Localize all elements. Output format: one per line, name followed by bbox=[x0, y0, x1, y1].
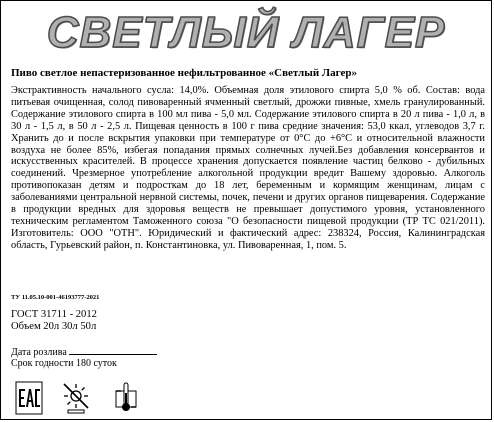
tu-code: ТУ 11.05.10-001-46193777-2021 bbox=[11, 294, 100, 301]
gost-standard: ГОСТ 31711 - 2012 bbox=[11, 309, 97, 320]
composition-text: Экстрактивность начального сусла: 14,0%. Объемная доля этилового спирта 5,0 % об. Состав: вода питьевая очищенная, солод пивоваренный ячменный светлый, дрожжи пивные, хмель гранулированный. Содержание этилового спирта в 100 мл пива - 5,0 мл. Содержание этилового спирта в 20 л пива - 1,0 л, в 30 л - 1,5 л, в 50 л - 2,5 л. Пищевая ценность в 100 г пива средние значения: 53,0 ккал, углеводов 3,7 г. Хранить до и после вскрытия упаковки при температуре от 0°С до +6°С и относительной влажности воздуха не более 85%, избегая попадания прямых солнечных лучей.Без добавления консервантов и искусственных красителей. В процессе хранения допускается появление частиц белково - дубильных соединений. Чрезмерное употребление алкогольной продукции вредит Вашему здоровью. Алкоголь противопоказан детям и подросткам до 18 лет, беременным и кормящим женщинам, лицам с заболеваниями центральной нервной системы, почек, печени и других органов пищеварения. Содержание в продукции вредных для здоровья веществ не превышает допустимого уровня, установленного техническим регламентом Таможенного союза "О безопасности пищевой продукции (ТР ТС 021/2011). Изготовитель: ООО "ОТН". Юридический и фактический адрес: 238324, Россия, Калининградская область, Гурьевский район, п. Константиновка, ул. Пивоваренная, 1, пом. 5. bbox=[11, 85, 485, 251]
product-name: Пиво светлое непастеризованное нефильтрованное «Светлый Лагер» bbox=[11, 67, 357, 79]
bottling-date bbox=[11, 346, 157, 358]
eac-mark-icon bbox=[15, 381, 43, 415]
bottling-date-line bbox=[69, 346, 157, 355]
temperature-range-icon bbox=[111, 381, 141, 415]
shelf-life: Срок годности 180 суток bbox=[11, 358, 117, 369]
date-block bbox=[11, 346, 157, 369]
label-title: СВЕТЛЫЙ ЛАГЕР bbox=[46, 8, 446, 57]
volume-options: Объем 20л 30л 50л bbox=[11, 321, 97, 332]
avoid-sunlight-icon bbox=[59, 381, 93, 415]
gost-block bbox=[11, 309, 97, 333]
bottling-date-label: Дата розлива bbox=[11, 347, 67, 358]
